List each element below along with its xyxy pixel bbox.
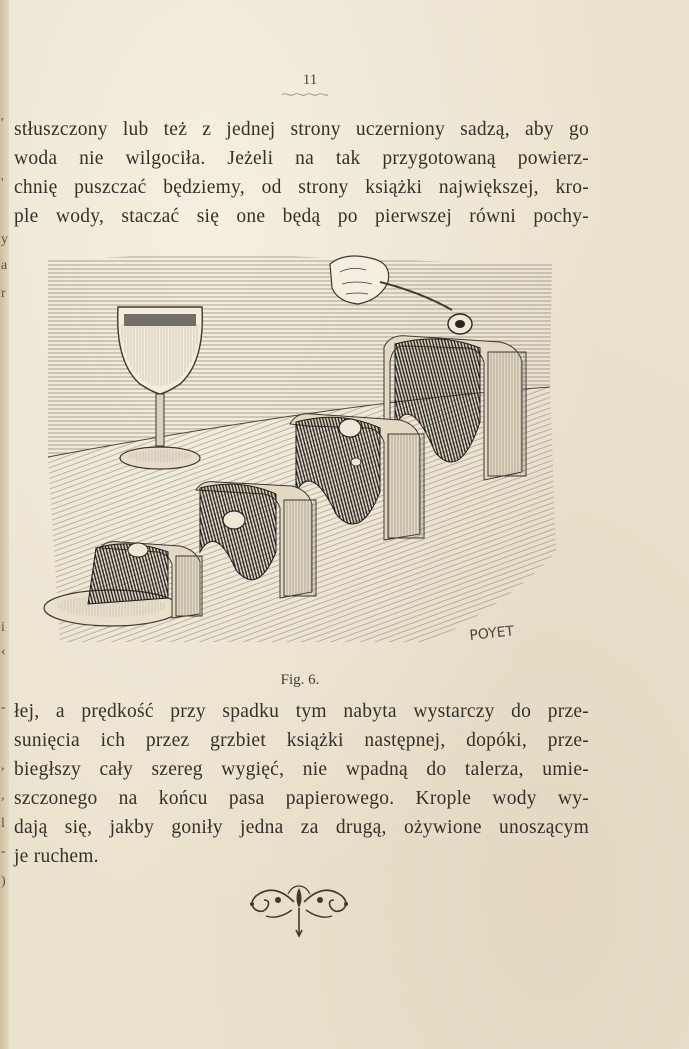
- margin-mark: ': [1, 116, 4, 131]
- text-line: stłuszczony lub też z jednej strony uczerniony sadzą, aby go: [14, 119, 589, 140]
- margin-mark: ': [1, 176, 4, 191]
- margin-mark: -: [1, 700, 6, 715]
- margin-mark: r: [1, 286, 6, 301]
- paragraph-bottom: [14, 697, 589, 871]
- text-line: je ruchem.: [14, 846, 99, 867]
- text-line: dają się, jakby goniły jedna za drugą, ożywione unoszącym: [14, 817, 589, 838]
- text-line: szczonego na końcu pasa papierowego. Krople wody wy-: [14, 788, 589, 809]
- page-gutter: [0, 0, 9, 1049]
- margin-mark: ‹: [1, 644, 6, 659]
- text-line: chnię puszczać będziemy, od strony książki największej, kro-: [14, 177, 589, 198]
- engraver-signature: POYET: [468, 623, 515, 644]
- figure-caption: Fig. 6.: [280, 672, 320, 688]
- margin-mark: ,: [1, 788, 5, 803]
- text-line: woda nie wilgociła. Jeżeli na tak przygotowaną powierz-: [14, 148, 589, 169]
- floral-vignette-icon: [244, 880, 354, 940]
- margin-mark: i: [1, 620, 5, 635]
- margin-mark: a: [1, 258, 8, 273]
- text-line: łej, a prędkość przy spadku tym nabyta wystarczy do prze-: [14, 701, 589, 722]
- text-line: sunięcia ich przez grzbiet książki następnej, dopóki, prze-: [14, 730, 589, 751]
- engraving-illustration: [40, 252, 560, 650]
- text-line: biegłszy cały szereg wygięć, nie wpadną do talerza, umie-: [14, 759, 589, 780]
- page-number-ornament-rule: [282, 93, 328, 96]
- margin-mark: ): [1, 874, 6, 889]
- text-line: ple wody, staczać się one będą po pierwszej równi pochy-: [14, 206, 589, 227]
- page-number: 11: [302, 72, 318, 88]
- margin-mark: y: [1, 232, 8, 247]
- margin-mark: l: [1, 816, 5, 831]
- paragraph-top: [14, 115, 589, 231]
- margin-mark: -: [1, 844, 6, 859]
- margin-mark: ,: [1, 758, 5, 773]
